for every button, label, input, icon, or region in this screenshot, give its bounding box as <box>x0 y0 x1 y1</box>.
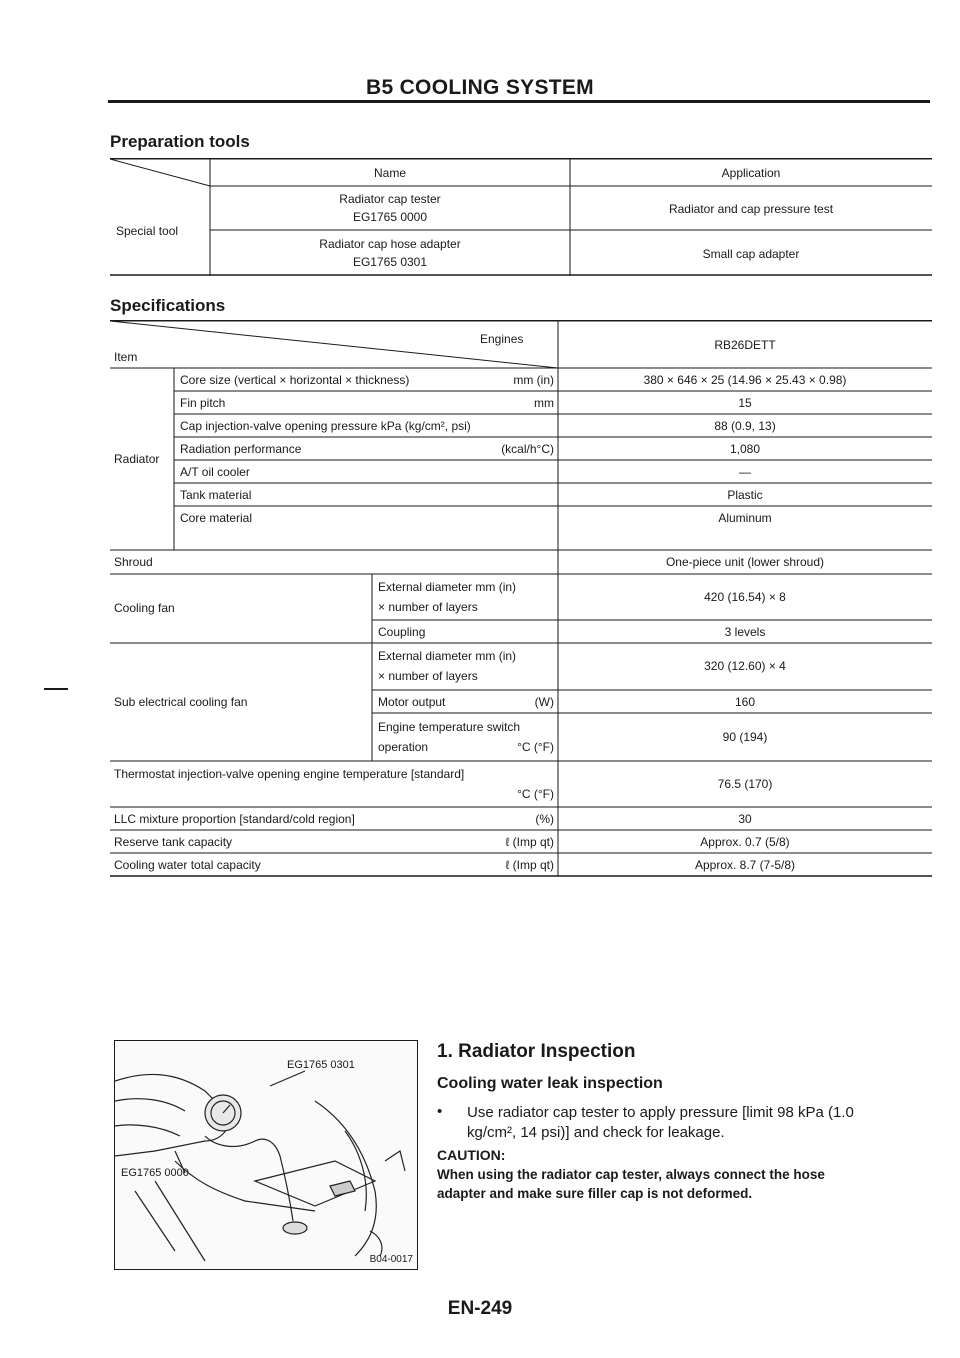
sub-fan-label: Sub electrical cooling fan <box>114 695 248 709</box>
radiator-row-fin-pitch-unit: mm <box>534 396 554 410</box>
cooling-fan-coupling-value: 3 levels <box>724 625 766 639</box>
radiator-label: Radiator <box>114 452 160 466</box>
radiator-row-radiation-unit: (kcal/h°C) <box>501 442 554 456</box>
figure-code: B04-0017 <box>369 1254 413 1265</box>
radiator-row-tank-label: Tank material <box>180 488 252 502</box>
radiator-row-core-size-unit: mm (in) <box>513 373 554 387</box>
radiator-row-core-material-value: Aluminum <box>718 511 772 525</box>
radiator-cap-tester-figure <box>114 1040 418 1270</box>
preparation-table <box>110 158 932 276</box>
tool-1-application: Radiator and cap pressure test <box>668 202 834 216</box>
sub-fan-switch-value: 90 (194) <box>722 730 768 744</box>
thermostat-unit: °C (°F) <box>517 787 554 801</box>
title-rule <box>108 100 930 103</box>
reserve-tank-label: Reserve tank capacity <box>114 835 233 849</box>
sub-fan-switch-line2: operation <box>378 740 429 754</box>
reserve-tank-unit: ℓ (Imp qt) <box>505 835 554 849</box>
radiator-row-at-oil-value: — <box>739 465 751 479</box>
radiator-row-cap-pressure-label: Cap injection-valve opening pressure kPa (kg/cm², psi) <box>180 419 471 433</box>
caution-text <box>437 1165 825 1203</box>
special-tool-label: Special tool <box>116 224 179 238</box>
cooling-fan-ext-line2: × number of layers <box>378 600 478 614</box>
sub-fan-ext-line2: × number of layers <box>378 669 478 683</box>
total-capacity-value: Approx. 8.7 (7-5/8) <box>694 858 796 872</box>
cooling-fan-ext-value: 420 (16.54) × 8 <box>704 590 786 604</box>
engine-name: RB26DETT <box>714 338 776 352</box>
sub-fan-motor-value: 160 <box>734 695 756 709</box>
sub-fan-switch-line1: Engine temperature switch <box>378 720 521 734</box>
tool-1-code: EG1765 0000 <box>352 210 428 224</box>
sub-fan-switch-unit: °C (°F) <box>517 740 554 754</box>
radiator-row-core-size-value: 380 × 646 × 25 (14.96 × 25.43 × 0.98) <box>643 373 847 387</box>
preparation-heading: Preparation tools <box>110 132 250 151</box>
caution-line2: adapter and make sure filler cap is not deformed. <box>437 1186 753 1201</box>
radiator-row-fin-pitch-label: Fin pitch <box>180 396 226 410</box>
inspection-title: 1. Radiator Inspection <box>437 1041 636 1062</box>
sub-fan-ext-value: 320 (12.60) × 4 <box>704 659 786 673</box>
caution-label: CAUTION: <box>437 1147 506 1163</box>
llc-unit: (%) <box>535 812 554 826</box>
page-number: EN-249 <box>447 1298 513 1319</box>
cooling-fan-label: Cooling fan <box>114 601 175 615</box>
thermostat-label: Thermostat injection-valve opening engine temperature [standard] <box>114 767 465 781</box>
specifications-table <box>110 320 932 902</box>
figure-label-left: EG1765 0000 <box>121 1167 189 1179</box>
caution-line1: When using the radiator cap tester, always connect the hose <box>437 1167 825 1182</box>
radiator-row-fin-pitch-value: 15 <box>738 396 752 410</box>
total-capacity-unit: ℓ (Imp qt) <box>505 858 554 872</box>
header-engines: Engines <box>480 332 524 346</box>
figure-label-top: EG1765 0301 <box>287 1059 355 1071</box>
margin-mark <box>44 688 68 690</box>
radiator-row-core-size-label: Core size (vertical × horizontal × thickness) <box>180 373 410 387</box>
tool-2-name: Radiator cap hose adapter <box>319 237 461 251</box>
shroud-value: One-piece unit (lower shroud) <box>665 555 825 569</box>
col-name-header: Name <box>373 166 406 180</box>
radiator-row-at-oil-label: A/T oil cooler <box>180 465 250 479</box>
llc-value: 30 <box>738 812 752 826</box>
tool-1-name: Radiator cap tester <box>339 192 441 206</box>
cooling-fan-ext-line1: External diameter mm (in) <box>378 580 517 594</box>
bullet-line2: kg/cm², 14 psi)] and check for leakage. <box>467 1124 725 1141</box>
specifications-heading: Specifications <box>110 296 226 315</box>
llc-label: LLC mixture proportion [standard/cold region] <box>114 812 355 826</box>
thermostat-value: 76.5 (170) <box>717 777 773 791</box>
sub-fan-ext-line1: External diameter mm (in) <box>378 649 517 663</box>
figure-illustration <box>115 1041 417 1269</box>
inspection-subtitle: Cooling water leak inspection <box>437 1075 663 1092</box>
radiator-row-cap-pressure-value: 88 (0.9, 13) <box>714 419 776 433</box>
reserve-tank-value: Approx. 0.7 (5/8) <box>700 835 790 849</box>
shroud-label: Shroud <box>114 555 153 569</box>
sub-fan-motor-label: Motor output <box>378 695 446 709</box>
bullet-marker: • <box>437 1103 443 1120</box>
page-title: B5 COOLING SYSTEM <box>366 76 594 99</box>
tool-2-code: EG1765 0301 <box>352 255 428 269</box>
radiator-row-radiation-value: 1,080 <box>729 442 761 456</box>
col-application-header: Application <box>721 166 781 180</box>
radiator-row-radiation-label: Radiation performance <box>180 442 302 456</box>
radiator-row-core-material-label: Core material <box>180 511 253 525</box>
total-capacity-label: Cooling water total capacity <box>114 858 261 872</box>
radiator-row-tank-value: Plastic <box>727 488 763 502</box>
cooling-fan-coupling-label: Coupling <box>378 625 426 639</box>
header-item: Item <box>114 350 138 364</box>
sub-fan-motor-unit: (W) <box>534 695 554 709</box>
tool-2-application: Small cap adapter <box>702 247 800 261</box>
bullet-line1: Use radiator cap tester to apply pressure [limit 98 kPa (1.0 <box>467 1104 854 1121</box>
bullet-text <box>467 1103 854 1143</box>
